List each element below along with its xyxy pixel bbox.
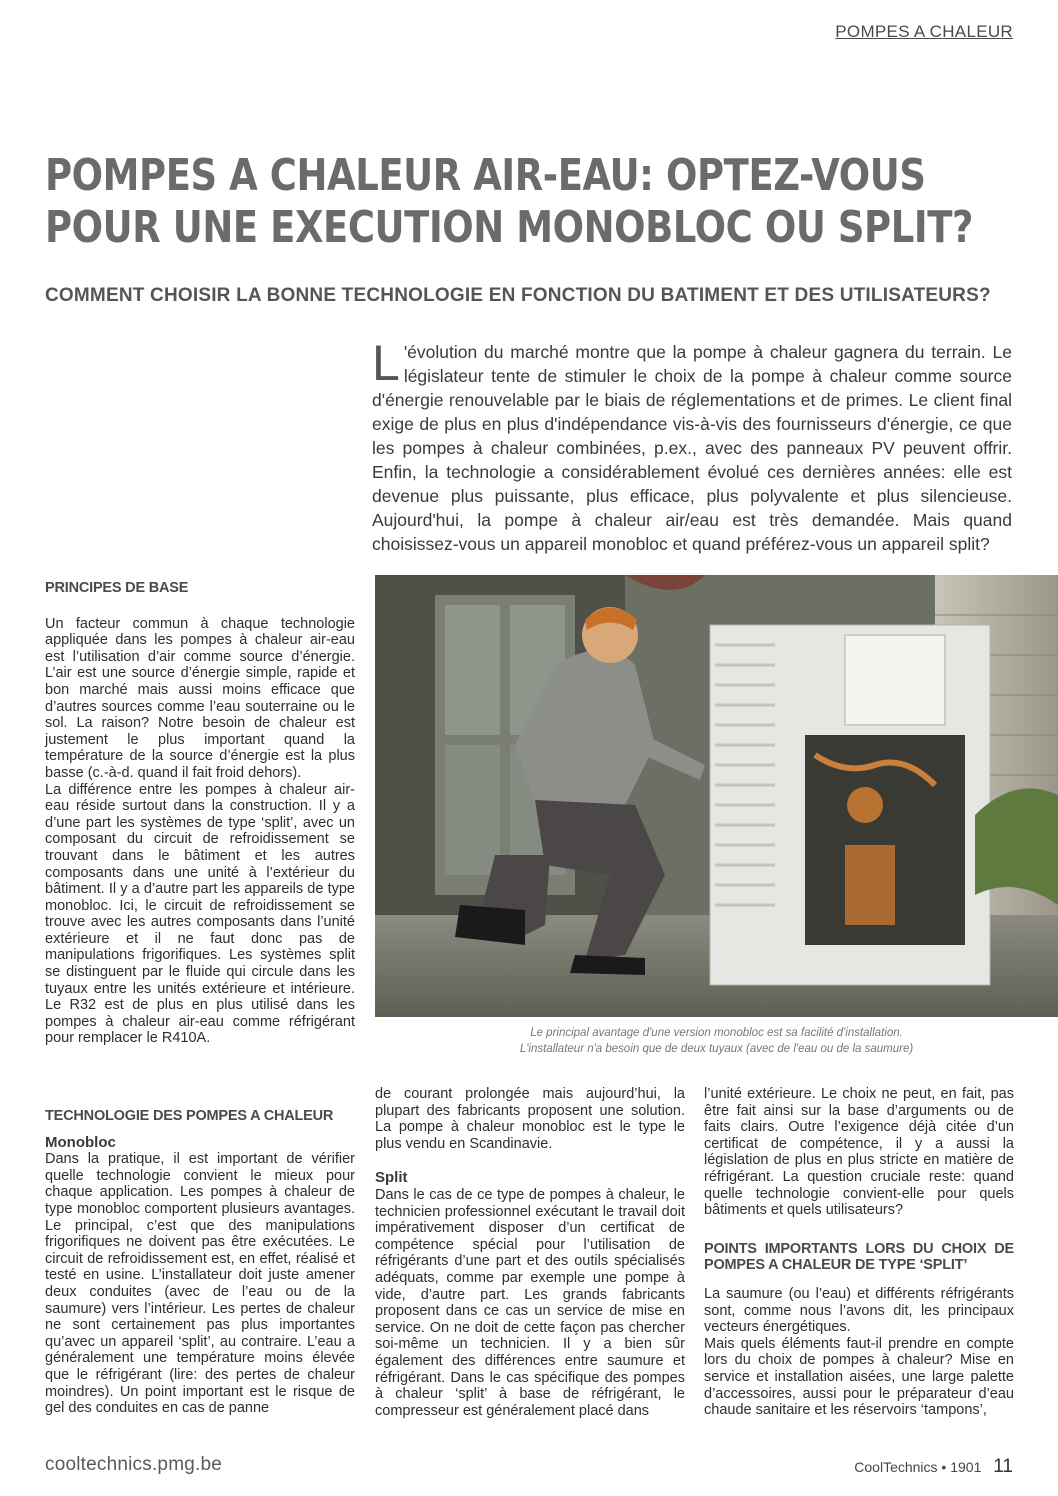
points-paragraph-1: La saumure (ou l’eau) et différents réfrigérants sont, comme nous l’avons dit, les principaux vecteurs énergétiques. <box>704 1285 1014 1336</box>
magazine-issue: CoolTechnics • 1901 <box>854 1459 982 1475</box>
principes-paragraph-1: Un facteur commun à chaque technologie appliquée dans les pompes à chaleur air-eau est l’utilisation d’air comme source d’énergie. L’air est une source d’énergie simple, rapide et bon marché mais aussi moins efficace que d’autres sources comme l’eau souterraine ou le sol. La raison? Notre besoin de chaleur est justement le plus important quand la température de la source d’énergie est la plus basse (c.-à-d. quand il fait froid dehors). <box>45 615 355 781</box>
article-title <box>45 150 974 254</box>
title-line-1: POMPES A CHALEUR AIR-EAU: OPTEZ-VOUS <box>45 150 926 201</box>
column-middle <box>375 1086 685 1419</box>
techno-heading: TECHNOLOGIE DES POMPES A CHALEUR <box>45 1108 334 1124</box>
monobloc-paragraph: Dans la pratique, il est important de vérifier quelle technologie convient le mieux pour chaque application. Les pompes à chaleur de type monobloc comportent plusieurs avantages. Le principal, c’est que des manipulations frigorifiques ne doivent pas être exécutées. Le circuit de refroidissement est, en effet, réalisé et testé en usine. L’installateur doit juste amener deux conduites (avec de l’eau ou de la saumure) vers l’intérieur. Les pertes de chaleur ne sont certainement pas plus importantes qu’avec un appareil ‘split’, au contraire. L’eau a généralement une température moins élevée que le réfrigérant (lire: des pertes de chaleur moindres). Un point important est le risque de gel des conduites en cas de panne <box>45 1151 355 1417</box>
installer-photo-illustration <box>375 575 1058 1017</box>
principes-paragraph-2: La différence entre les pompes à chaleur air-eau réside surtout dans la construction. Il y a d’une part les systèmes de type ‘split’, avec un composant du circuit de refroidissement se trouvant dans le bâtiment et les autres composants dans une unité à l’extérieur du bâtiment. Il y a d’autre part les appareils de type monobloc. Ici, le circuit de refroidissement se trouve avec les autres composants dans l’unité extérieure et il ne faut donc pas de manipulations frigorifiques. Les systèmes split se distinguent par le fluide qui circule dans les tuyaux entre les unités extérieure et intérieure. Le R32 est de plus en plus utilisé dans les pompes à chaleur air-eau comme réfrigérant pour remplacer le R410A. <box>45 781 355 1047</box>
page-number: 11 <box>993 1456 1013 1477</box>
split-paragraph: Dans le cas de ce type de pompes à chaleur, le technicien professionnel exécutant le travail doit impérativement disposer d’un certificat de compétence spécial pour l’utilisation de réfrigérants d’une part et des outils spécialisés adéquats, comme par exemple une pompe à vide, d’autre part. Les grands fabricants proposent dans ce cas un service de mise en service. On ne doit de cette façon pas chercher soi-même un technicien. Il y a bien sûr également des différences entre saumure et réfrigérant. Dans le cas spécifique des pompes à chaleur ‘split’ à base de réfrigérant, le compresseur est généralement placé dans <box>375 1186 685 1419</box>
article-subtitle: COMMENT CHOISIR LA BONNE TECHNOLOGIE EN FONCTION DU BATIMENT ET DES UTILISATEURS? <box>45 285 991 306</box>
lead-text: 'évolution du marché montre que la pompe à chaleur gagnera du terrain. Le législateur tente de stimuler le choix de la pompe à chaleur comme source d'énergie renouvelable par le biais de réglementations et de primes. Le client final exige de plus en plus d'indépendance vis-à-vis des fournisseurs d'énergie, ce que les pompes à chaleur combinées, p.ex., avec des panneaux PV peuvent offrir. Enfin, la technologie a considérablement évolué ces dernières années: elle est devenue plus puissante, plus efficace, plus polyvalente et plus silencieuse. Aujourd'hui, la pompe à chaleur air/eau est très demandée. Mais quand choisissez-vous un appareil monobloc et quand préférez-vous un appareil split? <box>372 342 1012 554</box>
footer-website[interactable]: cooltechnics.pmg.be <box>45 1454 223 1475</box>
section-label: POMPES A CHALEUR <box>835 22 1013 41</box>
photo-caption <box>375 1025 1058 1057</box>
points-paragraph-2: Mais quels éléments faut-il prendre en compte lors du choix de pompes à chaleur? Mise en service et installation aisées, une large palette d’accessoires, aussi pour le préparateur d’eau chaude sanitaire et les réservoirs ‘tampons’, <box>704 1335 1014 1419</box>
title-line-2: POUR UNE EXECUTION MONOBLOC OU SPLIT? <box>45 202 974 253</box>
caption-line-1: Le principal avantage d'une version monobloc est sa facilité d'installation. <box>530 1027 903 1039</box>
monobloc-heading: Monobloc <box>45 1133 116 1151</box>
installer-photo <box>375 575 1058 1017</box>
footer-issue <box>854 1456 1013 1478</box>
column-left-bottom <box>45 1108 355 1417</box>
col3-paragraph-1: l’unité extérieure. Le choix ne peut, en fait, pas être fait ainsi sur la base d’arguments ou de faits clairs. Outre l’exigence déjà citée d’un certificat de compétence, il y a aussi la législation de plus en plus stricte en matière de réfrigérant. La question cruciale reste: quand quelle technologie convient-elle pour quels bâtiments et quels utilisateurs? <box>704 1086 1014 1219</box>
points-heading: POINTS IMPORTANTS LORS DU CHOIX DE POMPES A CHALEUR DE TYPE ‘SPLIT’ <box>704 1240 1014 1274</box>
column-right <box>704 1086 1014 1419</box>
col2-paragraph-1: de courant prolongée mais aujourd’hui, la plupart des fabricants proposent une solution. La pompe à chaleur monobloc est le type le plus vendu en Scandinavie. <box>375 1086 685 1152</box>
lead-paragraph <box>372 335 1012 556</box>
caption-line-2: L'installateur n'a besoin que de deux tuyaux (avec de l'eau ou de la saumure) <box>519 1043 914 1055</box>
drop-cap: L <box>372 335 400 391</box>
principes-heading: PRINCIPES DE BASE <box>45 580 189 596</box>
column-left-top <box>45 580 355 1047</box>
split-heading: Split <box>375 1169 408 1187</box>
